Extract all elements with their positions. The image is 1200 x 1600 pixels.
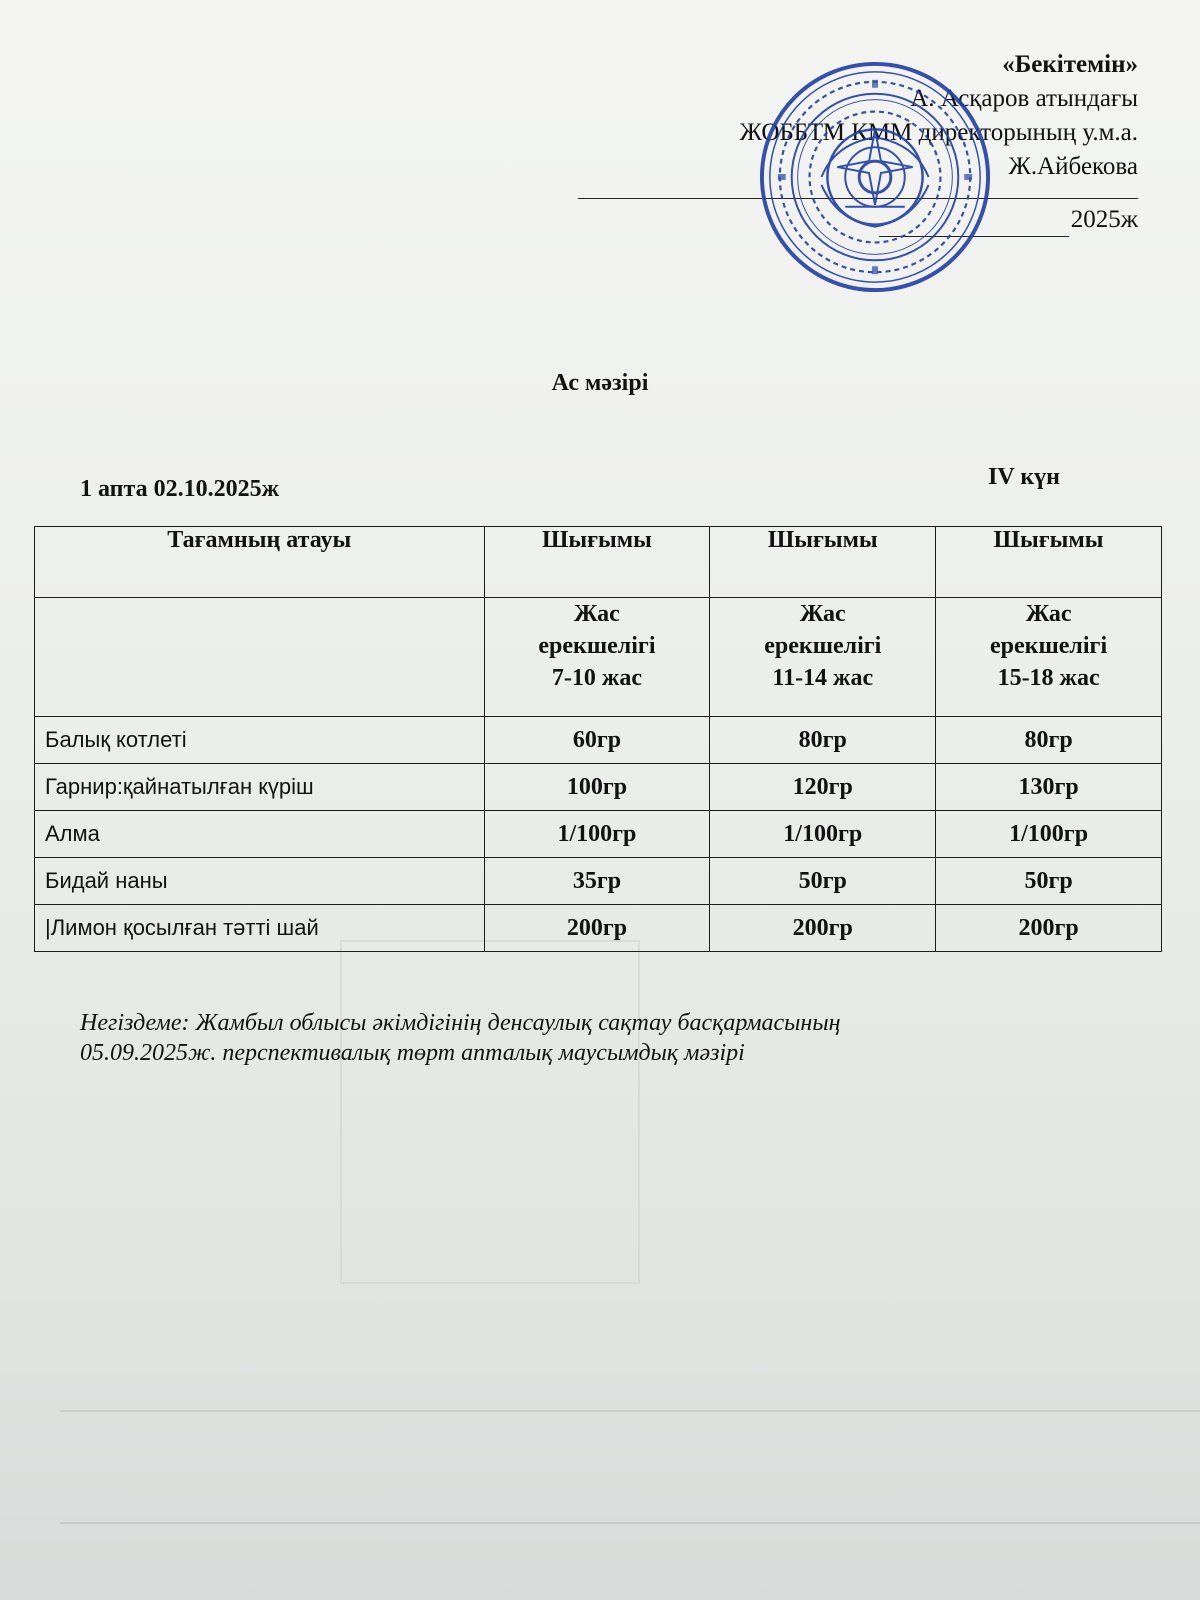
portion-11-14: 50гр <box>710 858 936 905</box>
table-row <box>35 717 1162 764</box>
approval-signer: Ж.Айбекова <box>1008 153 1138 180</box>
portion-11-14: 1/100гр <box>710 811 936 858</box>
menu-table <box>34 526 1162 952</box>
emblem-seal-icon <box>756 58 994 296</box>
header-yield: Шығымы <box>936 527 1162 598</box>
portion-7-10: 1/100гр <box>484 811 710 858</box>
age-group-15-18 <box>936 598 1162 717</box>
portion-11-14: 120гр <box>710 764 936 811</box>
dish-name: Гарнир:қайнатылған күріш <box>35 764 485 811</box>
header-yield: Шығымы <box>484 527 710 598</box>
approval-heading: «Бекітемін» <box>1002 51 1138 78</box>
portion-11-14: 80гр <box>710 717 936 764</box>
basis-note <box>80 1008 1080 1068</box>
dish-name: Балық котлеті <box>35 717 485 764</box>
age-range: 7-10 жас <box>551 665 642 691</box>
portion-11-14: 200гр <box>710 905 936 952</box>
dish-name: Бидай наны <box>35 858 485 905</box>
portion-15-18: 200гр <box>936 905 1162 952</box>
age-label: ерекшелігі <box>538 633 656 659</box>
age-group-11-14 <box>710 598 936 717</box>
portion-15-18: 1/100гр <box>936 811 1162 858</box>
table-row <box>35 811 1162 858</box>
age-empty-cell <box>35 598 485 717</box>
age-label: Жас <box>574 601 620 627</box>
age-group-7-10 <box>484 598 710 717</box>
basis-line: 05.09.2025ж. перспективалық төрт апталық маусымдық мәзірі <box>80 1040 745 1066</box>
portion-7-10: 200гр <box>484 905 710 952</box>
age-range: 11-14 жас <box>772 665 874 691</box>
approval-date-suffix: 2025ж <box>1070 206 1138 233</box>
portion-15-18: 130гр <box>936 764 1162 811</box>
age-label: Жас <box>1025 601 1072 627</box>
age-label: ерекшелігі <box>990 633 1108 659</box>
table-row <box>35 764 1162 811</box>
portion-15-18: 80гр <box>936 717 1162 764</box>
age-label: Жас <box>799 601 846 627</box>
header-dish-name: Тағамның атауы <box>35 527 485 598</box>
age-range: 15-18 жас <box>997 665 1100 691</box>
dish-name: Алма <box>35 811 485 858</box>
bleed-through-band <box>60 1410 1200 1524</box>
table-age-row <box>35 598 1162 717</box>
dish-name: |Лимон қосылған тәтті шай <box>35 905 485 952</box>
header-yield: Шығымы <box>710 527 936 598</box>
portion-7-10: 100гр <box>484 764 710 811</box>
bleed-through-frame <box>340 940 640 1284</box>
portion-7-10: 35гр <box>484 858 710 905</box>
day-number: IV күн <box>988 464 1060 490</box>
portion-7-10: 60гр <box>484 717 710 764</box>
document-title: Ас мәзірі <box>551 370 649 396</box>
table-row <box>35 858 1162 905</box>
portion-15-18: 50гр <box>936 858 1162 905</box>
table-row <box>35 905 1162 952</box>
approval-school: А. Асқаров атындағы <box>910 85 1138 112</box>
week-date: 1 апта 02.10.2025ж <box>80 476 279 502</box>
basis-line: Негіздеме: Жамбыл облысы әкімдігінің денсаулық сақтау басқармасының <box>80 1010 841 1036</box>
table-header-row <box>35 527 1162 598</box>
approval-position: ЖОББТМ КММ директорының у.м.а. <box>739 119 1138 146</box>
age-label: ерекшелігі <box>764 633 882 659</box>
